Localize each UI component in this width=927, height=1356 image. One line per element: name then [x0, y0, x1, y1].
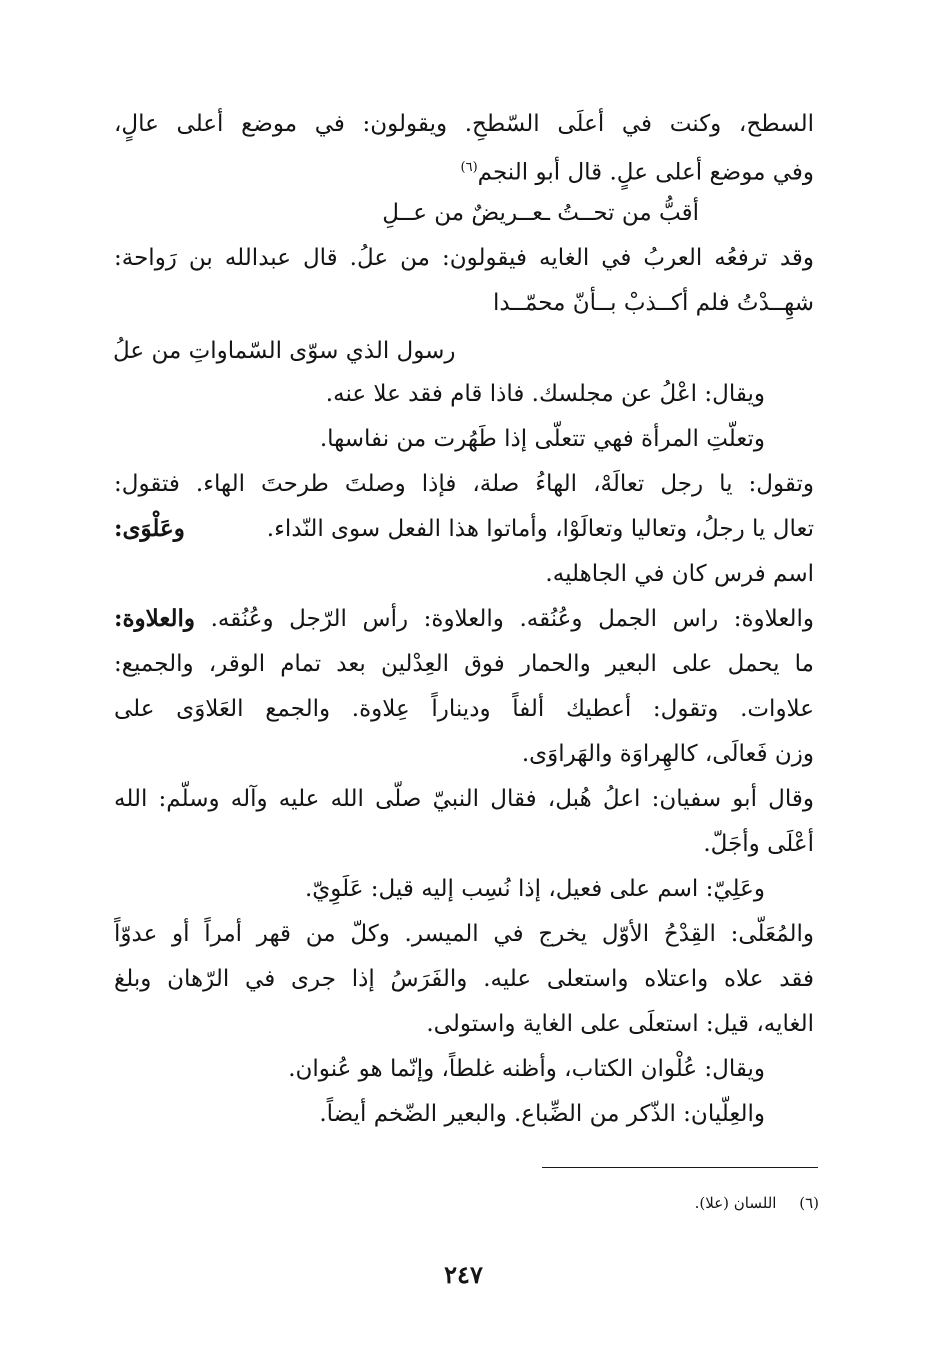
text-line-8: وتعلّتِ المرأة فهي تتعلّى إذا طَهُرت من نفاسها.: [319, 426, 765, 452]
term-al-ilawa: والعلاوة:: [114, 605, 195, 632]
text-line-14: علاوات. وتقول: أعطيك ألفاً وديناراً عِلاوة. والجمع العَلاوَى على: [114, 696, 814, 722]
text-line-10: [114, 513, 814, 545]
text-line-1: السطح، وكنت في أعلَى السّطحِ. ويقولون: في موضع أعلى عالٍ،: [114, 111, 814, 137]
text-line-18: وعَلِيّ: اسم على فعيل، إذا نُسِب إليه قيل: عَلَوِيّ.: [304, 876, 765, 902]
footnote-divider: [542, 1167, 818, 1168]
text-line-12: [114, 603, 814, 635]
text-line-19: والمُعَلّى: القِدْحُ الأوّل يخرج في الميسر. وكلّ من قهر أمراً أو عدوّاً: [114, 921, 814, 947]
text-line-22: ويقال: عُلْوان الكتاب، وأظنه غلطاً، وإنّما هو عُنوان.: [288, 1056, 765, 1082]
text-line-12-body: والعلاوة: راس الجمل وعُنُقه. والعلاوة: رأس الرّجل وعُنُقه.: [210, 606, 814, 632]
text-line-20: فقد علاه واعتلاه واستعلى عليه. والفَرَسُ إذا جرى في الرّهان وبلغ: [114, 966, 814, 992]
page-number: ٢٤٧: [444, 1260, 483, 1289]
text-line-13: ما يحمل على البعير والحمار فوق العِدْلين بعد تمام الوقر، والجميع:: [114, 651, 814, 677]
text-line-21: الغايه، قيل: استعلَى على الغاية واستولى.: [426, 1011, 814, 1037]
text-line-15: وزن فَعالَى، كالهِراوَة والهَراوَى.: [521, 741, 814, 767]
footnote-marker: (٦): [460, 160, 478, 175]
verse-line-2b: رسول الذي سوّى السّماواتِ من علُ: [113, 338, 456, 364]
text-line-2-body: وفي موضع أعلى علٍ. قال أبو النجم: [477, 159, 814, 186]
text-line-7: ويقال: اعْلُ عن مجلسك. فاذا قام فقد علا عنه.: [325, 381, 765, 407]
text-line-17: أعْلَى وأجَلّ.: [703, 831, 814, 857]
footnote: [695, 1192, 819, 1214]
text-line-10-body: تعال يا رجلُ، وتعاليا وتعالَوْا، وأماتوا هذا الفعل سوى النّداء.: [266, 516, 814, 542]
verse-line-2a: شهِــدْتُ فلم أكــذبْ بــأنّ محمّــدا: [493, 290, 814, 316]
text-line-23: والعِلّيان: الذّكر من الضِّباع. والبعير الضّخم أيضاً.: [319, 1101, 765, 1127]
text-line-4: وقد ترفعُه العربُ في الغايه فيقولون: من علُ. قال عبدالله بن رَواحة:: [114, 245, 814, 271]
text-line-16: وقال أبو سفيان: اعلُ هُبل، فقال النبيّ صلّى الله عليه وآله وسلّم: الله: [114, 786, 814, 812]
text-line-11: اسم فرس كان في الجاهليه.: [545, 561, 814, 587]
footnote-number: (٦): [799, 1194, 819, 1212]
term-alwa: وعَلْوَى:: [114, 515, 185, 542]
verse-line-1: أقبُّ من تحــتُ ـعــريضٌ من عــلِ: [382, 200, 699, 226]
text-line-9: وتقول: يا رجل تعالَهْ، الهاءُ صلة، فإذا وصلتَ طرحتَ الهاء. فتقول:: [114, 471, 814, 497]
text-line-2: [461, 152, 814, 189]
footnote-text: اللسان (علا).: [694, 1194, 777, 1212]
